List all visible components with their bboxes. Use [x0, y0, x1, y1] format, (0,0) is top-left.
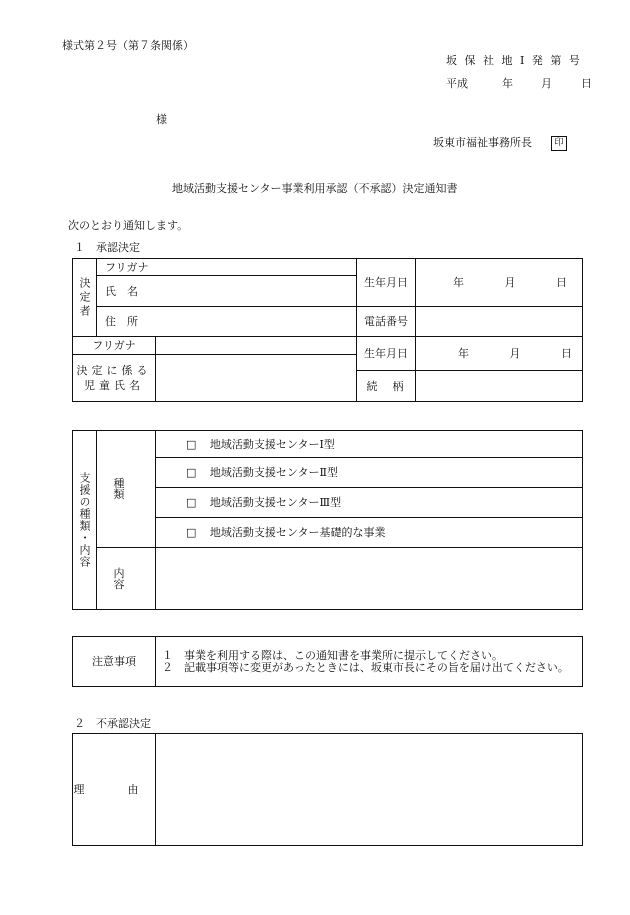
- kind-option-label: 地域活動支援センター基礎的な事業: [209, 526, 386, 539]
- birth-day: 日: [556, 276, 567, 289]
- relation-label: 続 柄: [357, 371, 416, 402]
- kind-label: 種 類: [97, 431, 156, 548]
- issuer-name: 坂東市福祉事務所長: [433, 136, 532, 149]
- child-birth-month: 月: [509, 347, 521, 360]
- child-name-line1: 決定に係る: [76, 364, 152, 377]
- child-name-line2: 児童氏名: [84, 379, 144, 392]
- phone-field[interactable]: [416, 307, 583, 337]
- content-field[interactable]: [156, 548, 583, 610]
- approval-table: [72, 258, 583, 402]
- furigana-field[interactable]: [156, 259, 357, 276]
- checkbox-icon[interactable]: □: [186, 437, 197, 451]
- document-title: 地域活動支援センター事業利用承認（不承認）決定通知書: [172, 182, 458, 195]
- child-birth-year: 年: [458, 347, 469, 360]
- section2-heading: ２ 不承認決定: [74, 717, 151, 730]
- checkbox-icon[interactable]: □: [186, 526, 197, 539]
- form-label: 様式第２号（第７条関係）: [62, 39, 194, 52]
- date-day: 日: [581, 77, 592, 90]
- kind-option-4[interactable]: [156, 518, 583, 548]
- notes-table: [72, 636, 583, 687]
- name-field[interactable]: [156, 276, 357, 307]
- address-label: 住 所: [97, 307, 156, 337]
- rejection-table: [72, 733, 583, 846]
- support-table: [72, 430, 583, 610]
- kind-option-label: 地域活動支援センターⅡ型: [209, 466, 338, 479]
- name-label: 氏 名: [97, 276, 156, 307]
- child-birthdate-label: 生年月日: [357, 337, 416, 371]
- reason-label: 理 由: [73, 734, 156, 846]
- support-label: 支援の種類・内容: [73, 431, 97, 610]
- address-field[interactable]: [156, 307, 357, 337]
- kind-option-2[interactable]: [156, 458, 583, 488]
- section1-heading: １ 承認決定: [74, 241, 140, 254]
- child-birthdate-field[interactable]: [416, 337, 583, 371]
- recipient-suffix: 様: [156, 113, 167, 126]
- date-year: 年: [502, 77, 513, 90]
- reason-field[interactable]: [156, 734, 583, 846]
- note-item-2: ２ 記載事項等に変更があったときには、坂東市長にその旨を届け出てください。: [162, 660, 569, 674]
- phone-label: 電話番号: [357, 307, 416, 337]
- birthdate-label: 生年月日: [357, 259, 416, 307]
- kind-option-1[interactable]: [156, 431, 583, 458]
- checkbox-icon[interactable]: □: [186, 466, 197, 479]
- note-item-1: １ 事業を利用する際は、この通知書を事業所に提示してください。: [162, 648, 503, 662]
- birth-year: 年: [453, 276, 464, 289]
- child-name-field[interactable]: [156, 355, 357, 402]
- kind-option-label: 地域活動支援センターⅠ型: [209, 437, 335, 451]
- content-label: 内 容: [97, 548, 156, 610]
- child-furigana-field[interactable]: [156, 337, 357, 355]
- date-era: 平成: [446, 77, 468, 90]
- seal-stamp: 印: [551, 136, 567, 151]
- birthdate-field[interactable]: [416, 259, 583, 307]
- notes-content: [156, 637, 583, 687]
- checkbox-icon[interactable]: □: [186, 496, 197, 509]
- doc-number: 坂 保 社 地 Ⅰ 発 第 号: [446, 54, 582, 67]
- kind-option-3[interactable]: [156, 488, 583, 518]
- furigana-label: フリガナ: [97, 259, 156, 276]
- notes-label: 注意事項: [73, 637, 156, 687]
- birth-month: 月: [504, 276, 516, 289]
- child-name-label: [73, 355, 156, 402]
- child-furigana-label: フリガナ: [73, 337, 156, 355]
- decider-label: 決定者: [73, 259, 97, 337]
- date-month: 月: [541, 77, 552, 90]
- child-birth-day: 日: [561, 347, 572, 360]
- intro-text: 次のとおり通知します。: [68, 219, 189, 232]
- kind-option-label: 地域活動支援センターⅢ型: [209, 496, 342, 509]
- relation-field[interactable]: [416, 371, 583, 402]
